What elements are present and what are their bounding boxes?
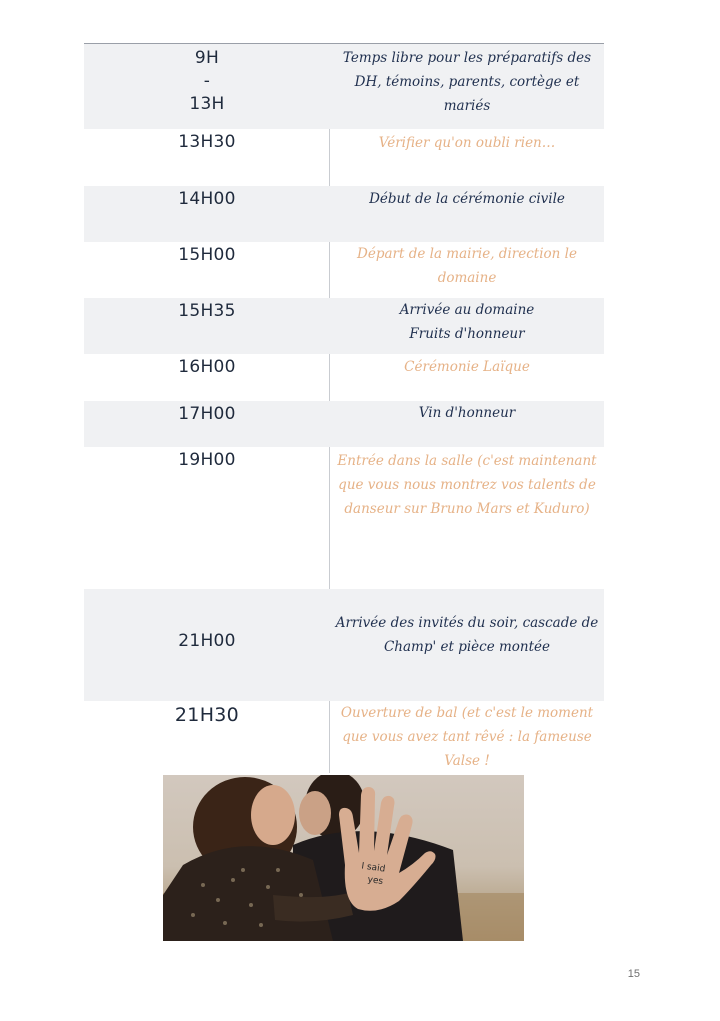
page-number: 15 <box>627 968 640 980</box>
time-cell: 13H30 <box>178 132 236 152</box>
description-cell: Cérémonie Laïque <box>404 359 530 375</box>
time-cell: 19H00 <box>178 450 236 470</box>
time-cell: 16H00 <box>178 357 236 377</box>
description-cell: Arrivée au domaine Fruits d'honneur <box>399 302 535 342</box>
time-cell: 17H00 <box>178 404 236 424</box>
couple-photo <box>163 775 524 941</box>
time-cell: 21H30 <box>174 704 240 726</box>
schedule-row <box>84 242 604 298</box>
time-cell: 15H35 <box>178 301 236 321</box>
time-cell: 9H - 13H <box>189 48 225 114</box>
schedule-row <box>84 354 604 401</box>
description-cell: Départ de la mairie, direction le domaine <box>357 246 577 286</box>
schedule-row <box>84 129 604 186</box>
description-cell: Entrée dans la salle (c'est maintenant que vous nous montrez vos talents de danseur sur Bruno Mars et Kuduro) <box>337 453 597 517</box>
schedule-row <box>84 589 604 701</box>
description-cell: Vérifier qu'on oubli rien… <box>378 135 556 151</box>
time-cell: 21H00 <box>178 631 236 651</box>
schedule-row <box>84 701 604 775</box>
schedule-row <box>84 44 604 129</box>
svg-text:I said: I said <box>360 861 386 875</box>
description-cell: Début de la cérémonie civile <box>369 191 565 207</box>
schedule-row <box>84 298 604 354</box>
svg-text:yes: yes <box>366 874 384 888</box>
time-cell: 14H00 <box>178 189 236 209</box>
description-cell: Ouverture de bal (et c'est le moment que vous avez tant rêvé : la fameuse Valse ! <box>340 705 594 769</box>
schedule-row <box>84 401 604 447</box>
description-cell: Vin d'honneur <box>418 405 516 421</box>
schedule-row <box>84 186 604 242</box>
description-cell: Arrivée des invités du soir, cascade de Champ' et pièce montée <box>335 615 599 655</box>
schedule-table <box>84 43 604 775</box>
description-cell: Temps libre pour les préparatifs des DH, témoins, parents, cortège et mariés <box>342 50 592 114</box>
time-cell: 15H00 <box>178 245 236 265</box>
schedule-row <box>84 447 604 589</box>
